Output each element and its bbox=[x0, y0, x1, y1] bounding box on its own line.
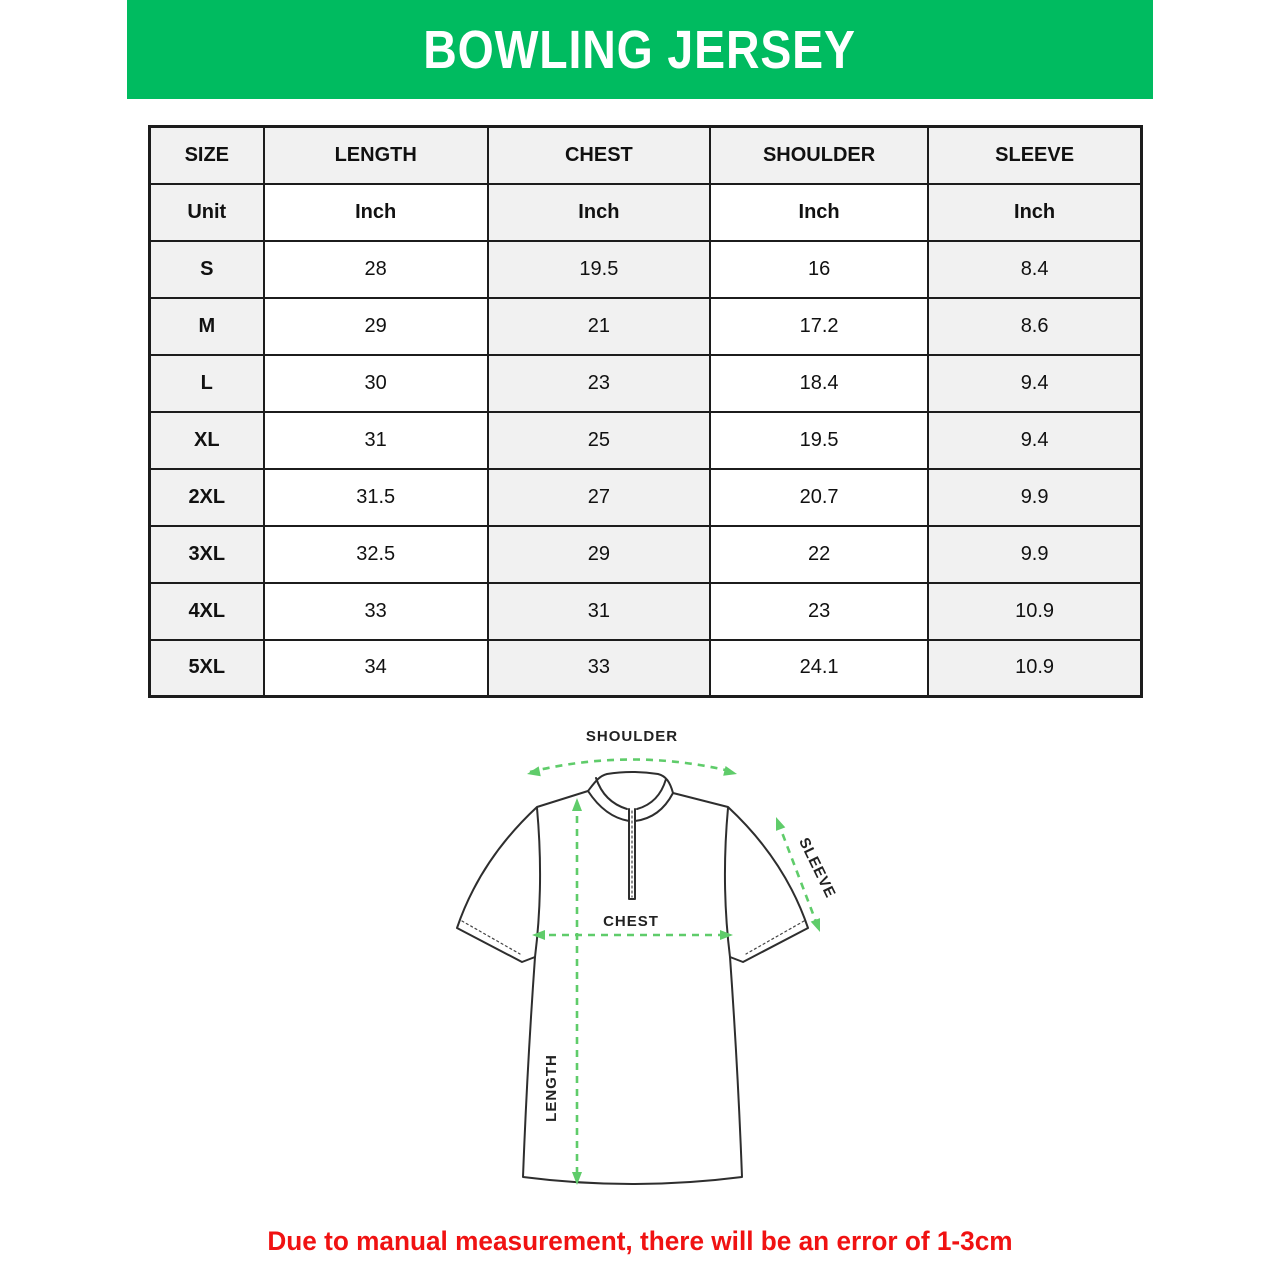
cell: 27 bbox=[488, 469, 710, 526]
size-label: XL bbox=[150, 412, 264, 469]
unit-cell: Inch bbox=[928, 184, 1141, 241]
table-row bbox=[150, 526, 1142, 583]
column-header-size: SIZE bbox=[150, 127, 264, 184]
column-header-shoulder: SHOULDER bbox=[710, 127, 928, 184]
header-row bbox=[150, 127, 1142, 184]
column-header-sleeve: SLEEVE bbox=[928, 127, 1141, 184]
cell: 10.9 bbox=[928, 640, 1141, 697]
table-row bbox=[150, 355, 1142, 412]
cell: 9.4 bbox=[928, 355, 1141, 412]
cell: 31 bbox=[264, 412, 488, 469]
column-header-length: LENGTH bbox=[264, 127, 488, 184]
jersey-outline bbox=[457, 772, 808, 1184]
cell: 32.5 bbox=[264, 526, 488, 583]
unit-cell: Inch bbox=[488, 184, 710, 241]
cell: 25 bbox=[488, 412, 710, 469]
cell: 23 bbox=[488, 355, 710, 412]
length-label: LENGTH bbox=[543, 1054, 560, 1122]
jersey-measurement-diagram bbox=[420, 710, 890, 1210]
table-row bbox=[150, 241, 1142, 298]
chest-label: CHEST bbox=[603, 913, 659, 930]
table-row bbox=[150, 412, 1142, 469]
cell: 18.4 bbox=[710, 355, 928, 412]
cell: 29 bbox=[488, 526, 710, 583]
table-row bbox=[150, 640, 1142, 697]
cell: 29 bbox=[264, 298, 488, 355]
size-label: M bbox=[150, 298, 264, 355]
size-label: 4XL bbox=[150, 583, 264, 640]
cell: 16 bbox=[710, 241, 928, 298]
size-label: 5XL bbox=[150, 640, 264, 697]
unit-row bbox=[150, 184, 1142, 241]
measurement-disclaimer: Due to manual measurement, there will be an error of 1-3cm bbox=[267, 1226, 1013, 1256]
sleeve-label: SLEEVE bbox=[795, 835, 839, 902]
shoulder-arrow bbox=[530, 760, 734, 773]
cell: 31.5 bbox=[264, 469, 488, 526]
cell: 17.2 bbox=[710, 298, 928, 355]
cell: 34 bbox=[264, 640, 488, 697]
title-banner bbox=[127, 0, 1153, 99]
cell: 31 bbox=[488, 583, 710, 640]
cell: 28 bbox=[264, 241, 488, 298]
cell: 8.6 bbox=[928, 298, 1141, 355]
cell: 24.1 bbox=[710, 640, 928, 697]
unit-cell: Inch bbox=[264, 184, 488, 241]
table-row bbox=[150, 583, 1142, 640]
cell: 23 bbox=[710, 583, 928, 640]
cell: 30 bbox=[264, 355, 488, 412]
table-row bbox=[150, 469, 1142, 526]
cell: 9.9 bbox=[928, 526, 1141, 583]
size-label: S bbox=[150, 241, 264, 298]
size-chart-table bbox=[148, 125, 1143, 698]
column-header-chest: CHEST bbox=[488, 127, 710, 184]
cell: 8.4 bbox=[928, 241, 1141, 298]
page-title: BOWLING JERSEY bbox=[423, 19, 857, 80]
cell: 22 bbox=[710, 526, 928, 583]
cell: 9.4 bbox=[928, 412, 1141, 469]
cell: 9.9 bbox=[928, 469, 1141, 526]
size-label: 3XL bbox=[150, 526, 264, 583]
cell: 33 bbox=[488, 640, 710, 697]
cell: 20.7 bbox=[710, 469, 928, 526]
cell: 10.9 bbox=[928, 583, 1141, 640]
size-label: 2XL bbox=[150, 469, 264, 526]
size-label: L bbox=[150, 355, 264, 412]
table-row bbox=[150, 298, 1142, 355]
unit-cell: Inch bbox=[710, 184, 928, 241]
shoulder-label: SHOULDER bbox=[585, 728, 679, 745]
cell: 33 bbox=[264, 583, 488, 640]
cell: 21 bbox=[488, 298, 710, 355]
cell: 19.5 bbox=[488, 241, 710, 298]
cell: 19.5 bbox=[710, 412, 928, 469]
unit-label: Unit bbox=[150, 184, 264, 241]
